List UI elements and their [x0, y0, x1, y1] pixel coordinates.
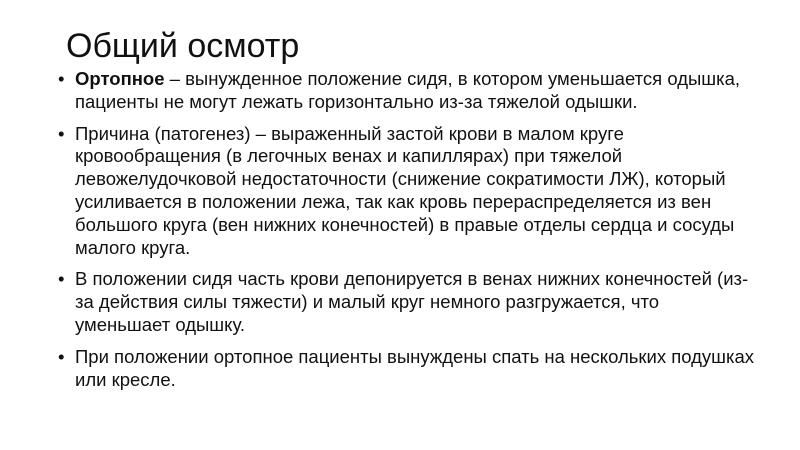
bullet-term: Ортопное [75, 68, 165, 89]
bullet-marker: • [58, 345, 65, 367]
bullet-text: В положении сидя часть крови депонируется в венах нижних конечностей (из-за действия силы тяжести) и малый круг немного разгружается, что уменьшает одышку. [75, 268, 749, 335]
bullet-marker: • [58, 268, 65, 290]
bullet-marker: • [58, 68, 65, 89]
bullet-item-cause [58, 123, 758, 260]
bullet-text: Причина (патогенез) – выраженный застой крови в малом круге кровообращения (в легочных венах и капиллярах) при тяжелой левожелудочковой недостаточности (снижение сократимости ЛЖ), который усиливается в положении лежа, так как кровь перераспределяется из вен большого круга (вен нижних конечностей) в правые отделы сердца и сосуды малого круга. [75, 122, 735, 258]
bullet-text: При положении ортопное пациенты вынуждены спать на нескольких подушках или кресле. [75, 345, 755, 390]
slide-title: Общий осмотр [66, 27, 300, 65]
bullet-marker: • [58, 122, 65, 144]
bullet-list [58, 68, 758, 400]
bullet-item-sleeping [58, 346, 758, 392]
bullet-text: – вынужденное положение сидя, в котором уменьшается одышка, пациенты не могут лежать горизонтально из-за тяжелой одышки. [75, 68, 741, 112]
bullet-item-orthopnea [58, 68, 758, 114]
bullet-item-sitting [58, 268, 758, 336]
